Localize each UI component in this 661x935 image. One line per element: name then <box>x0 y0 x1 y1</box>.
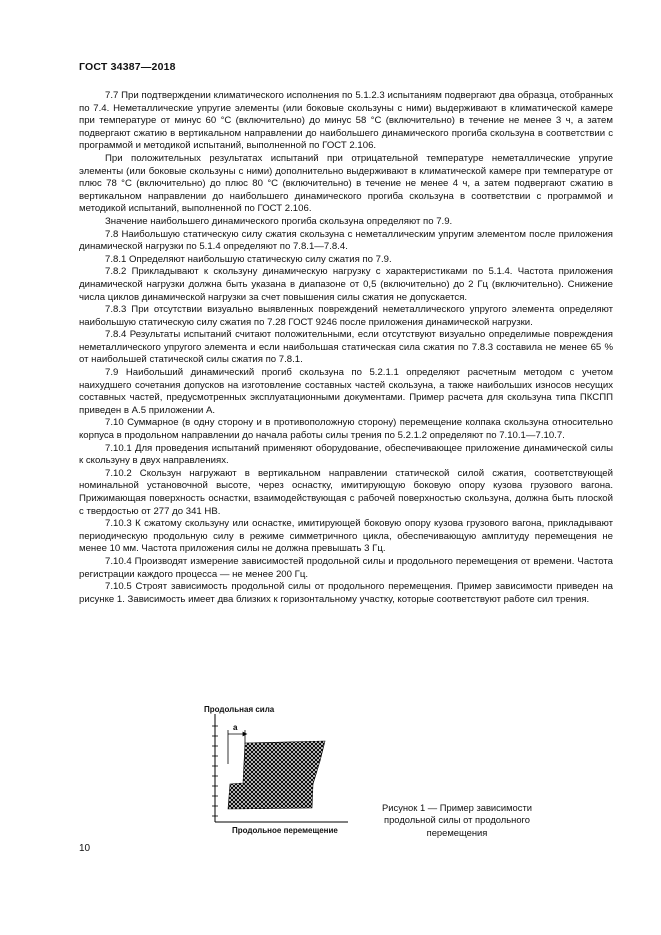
page-number: 10 <box>79 843 91 854</box>
hysteresis-loop-region <box>228 741 325 809</box>
paragraph-7-10-5: 7.10.5 Строят зависимость продольной силы от продольного перемещения. Пример зависимости приведен на рисунке 1. Зависимость имеет два близких к горизонтальному участку, которые соответствуют работе сил трения. <box>79 581 613 605</box>
paragraph-7-7: 7.7 При подтверждении климатического исполнения по 5.1.2.3 испытаниям подвергают два образца, отобранных по 7.4. Неметаллические упругие элементы (или боковые скользуны с ними) выдерживают в климатической камере при температуре от минус 60 °С (включительно) до минус 58 °С (включительно) в течение не менее 3 ч, а затем подвергают сжатию в вертикальном направлении до наибольшего динамического прогиба скользуна в соответствии с программой и методикой испытаний, выполненной по ГОСТ 2.106. <box>79 90 613 152</box>
paragraph-7-8-3: 7.8.3 При отсутствии визуально выявленных повреждений неметаллического упругого элемента определяют наибольшую статическую силу сжатия по 7.28 ГОСТ 9246 после приложения динамической нагрузки. <box>79 304 613 328</box>
paragraph-7-7-value: Значение наибольшего динамического прогиба скользуна определяют по 7.9. <box>105 215 453 227</box>
paragraph-7-10-3: 7.10.3 К сжатому скользуну или оснастке, имитирующей боковую опору кузова грузового вагона, прикладывают периодическую продольную силу в режиме симметричного цикла, обеспечивающую амплитуду перемещения не менее 10 мм. Частота приложения силы не должна превышать 3 Гц. <box>79 518 613 555</box>
paragraph-7-7-positive: При положительных результатах испытаний при отрицательной температуре неметаллические упругие элементы (или боковые скользуны с ними) дополнительно выдерживают в климатической камере при температуре от плюс 78 °С (включительно) до плюс 80 °С (включительно) в течение не менее 4 ч, а затем подвергают сжатию в вертикальном направлении до наибольшего динамического прогиба скользуна в соответствии с программой и методикой испытаний, выполненной по ГОСТ 2.106. <box>79 152 613 215</box>
document-body <box>79 90 613 606</box>
paragraph-7-8-1: 7.8.1 Определяют наибольшую статическую силу сжатия по 7.9. <box>105 253 392 265</box>
paragraph-7-10-1: 7.10.1 Для проведения испытаний применяют оборудование, обеспечивающее приложение динамической силы к скользуну в двух направлениях. <box>79 442 613 467</box>
paragraph-7-10: 7.10 Суммарное (в одну сторону и в противоположную сторону) перемещение колпака скользуна относительно корпуса в продольном направлении до начала работы силы трения по 5.2.1.2 определяют по 7.10.1—7.10.7. <box>79 417 613 442</box>
figure-x-axis-label: Продольное перемещение <box>232 826 338 835</box>
dimension-label: a <box>233 723 238 732</box>
paragraph-7-10-4: 7.10.4 Производят измерение зависимостей продольной силы и продольного перемещения от времени. Частота регистрации каждого процесса — не менее 200 Гц. <box>79 555 613 580</box>
document-header: ГОСТ 34387—2018 <box>79 61 176 73</box>
paragraph-7-10-2: 7.10.2 Скользун нагружают в вертикальном направлении статической силой сжатия, соответствующей номинальной установочной высоте, через оснастку, имитирующую боковую опору кузова грузового вагона. Прижимающая поверхность оснастки, взаимодействующая с рабочей поверхностью скользуна, должна быть плоской с твердостью от 277 до 341 НВ. <box>79 467 613 517</box>
paragraph-7-9: 7.9 Наибольший динамический прогиб скользуна по 5.2.1.1 определяют расчетным методом с учетом наихудшего сочетания допусков на изготовление составных частей скользуна, а также наибольших износов несущих составных частей, предусмотренных эксплуатационными документами. Пример расчета для скользуна типа ПКСПП приведен в А.5 приложении А. <box>79 367 613 416</box>
paragraph-7-8-4: 7.8.4 Результаты испытаний считают положительными, если отсутствуют визуально определимые повреждения неметаллического упругого элемента и если наибольшая статическая сила сжатия по 7.8.3 составила не менее 65 % от наибольшей статической силы сжатия по 7.8.1. <box>79 329 613 366</box>
paragraph-7-8: 7.8 Наибольшую статическую силу сжатия скользуна с неметаллическим упругим элементом после приложения динамической нагрузки по 5.1.4 определяют по 7.8.1—7.8.4. <box>79 228 613 253</box>
paragraph-7-8-2: 7.8.2 Прикладывают к скользуну динамическую нагрузку с характеристиками по 5.1.4. Частота приложения динамической нагрузки должна быть указана в диапазоне от 0,5 (включительно) до 2 Гц (включительно). Снижение числа циклов динамической нагрузки за счет повышения силы сжатия не допускается. <box>79 266 613 303</box>
force-displacement-figure <box>200 704 360 844</box>
figure-y-axis-label: Продольная сила <box>204 705 275 714</box>
figure-caption: Рисунок 1 — Пример зависимости продольной силы от продольного перемещения <box>382 802 532 838</box>
